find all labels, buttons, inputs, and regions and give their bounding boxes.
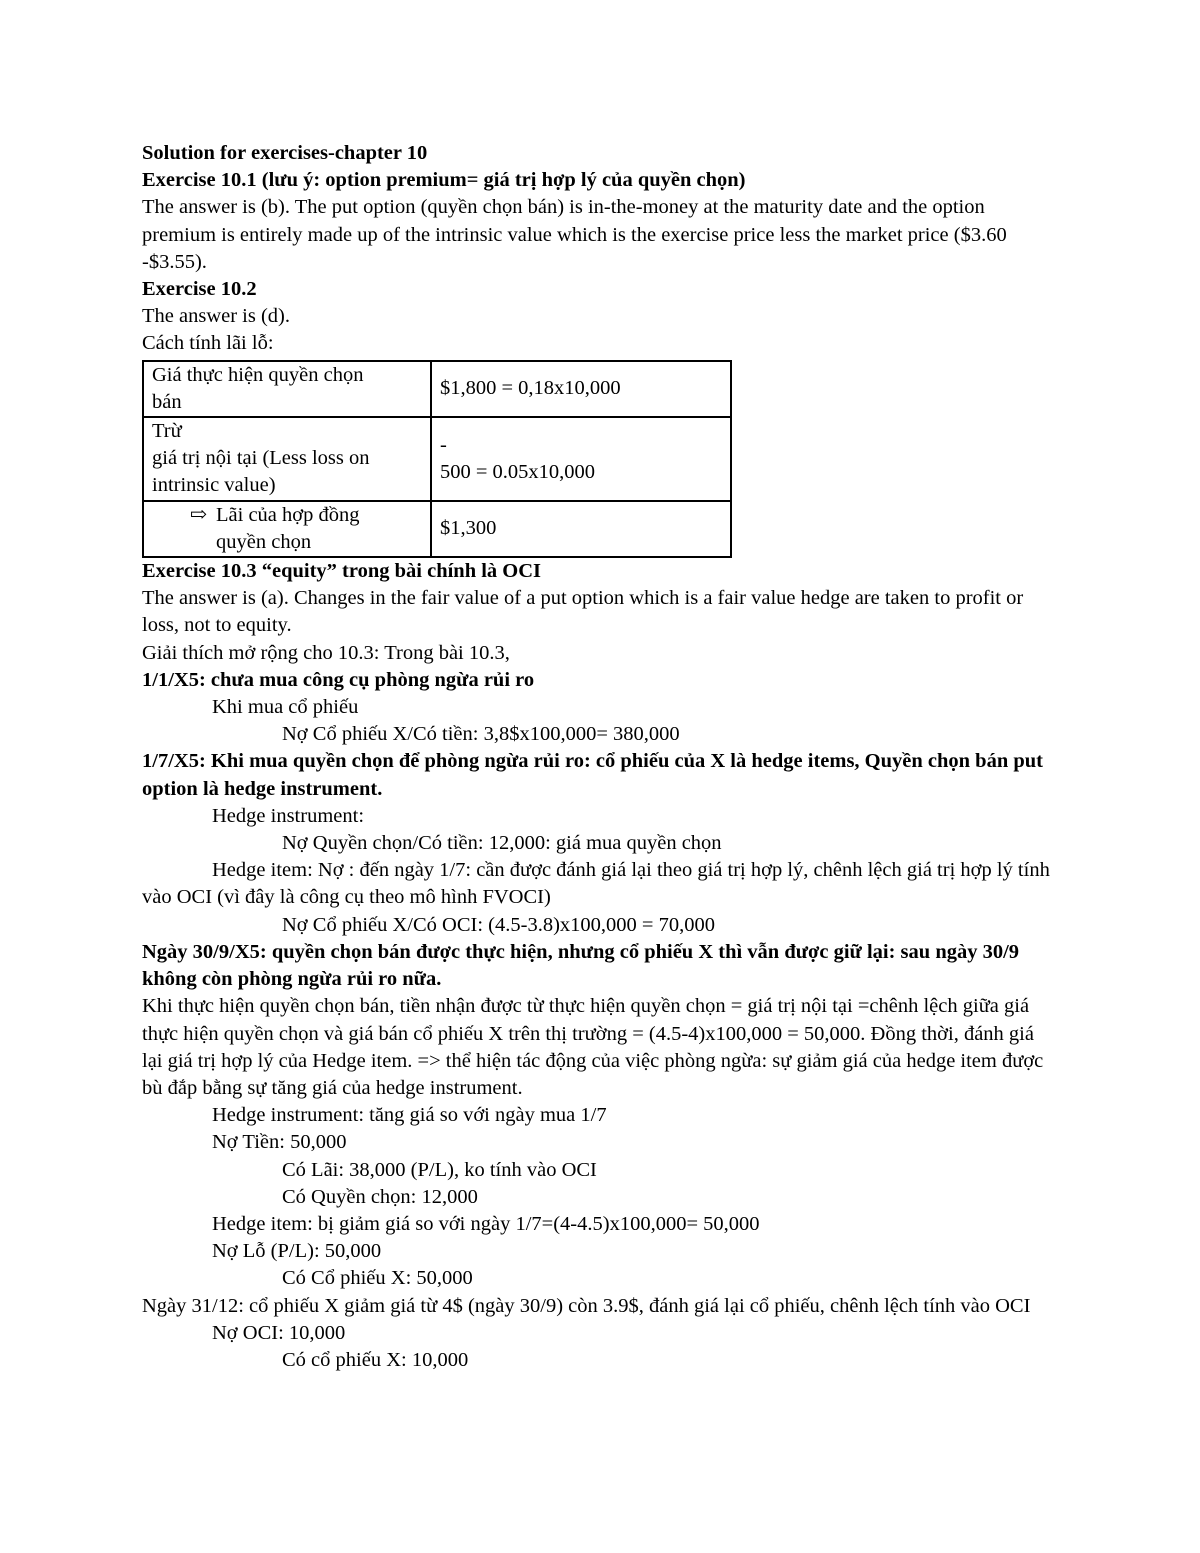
- entry-line: Có Cổ phiếu X: 50,000: [282, 1267, 473, 1290]
- entry-line: Nợ Tiền: 50,000: [212, 1131, 347, 1154]
- table-cell: ⇨ Lãi của hợp đồng quyền chọn: [143, 501, 431, 557]
- date-heading-3: Ngày 30/9/X5: quyền chọn bán được thực hiện, nhưng cổ phiếu X thì vẫn được giữ lại: sau ngày 30/9 không còn phòng ngừa rủi ro nữa.: [142, 940, 1020, 991]
- calc-label: Cách tính lãi lỗ:: [142, 332, 274, 355]
- table-cell: $1,800 = 0,18x10,000: [431, 361, 731, 417]
- explain-paragraph: Khi thực hiện quyền chọn bán, tiền nhận được từ thực hiện quyền chọn = giá trị nội tại =chênh lệch giữa giá thực hiện quyền chọn và giá bán cổ phiếu X trên thị trường = (4.5-4)x100,000 = 50,000. Đồng thời, đánh giá lại giá trị hợp lý của Hedge item. => thể hiện tác động của việc phòng ngừa: sự giảm giá của hedge item được bù đắp bằng sự tăng giá của hedge instrument.: [142, 995, 1044, 1099]
- entry-line: Nợ Quyền chọn/Có tiền: 12,000: giá mua quyền chọn: [282, 832, 722, 855]
- profit-calc-table: [142, 360, 732, 558]
- entry-line: Hedge item: Nợ : đến ngày 1/7: cần được đánh giá lại theo giá trị hợp lý, chênh lệch giá trị hợp lý tính vào OCI (vì đây là công cụ theo mô hình FVOCI): [142, 859, 1050, 909]
- date-paragraph-4: Ngày 31/12: cổ phiếu X giảm giá từ 4$ (ngày 30/9) còn 3.9$, đánh giá lại cổ phiếu, chênh lệch tính vào OCI: [142, 1294, 1031, 1317]
- date-heading-2: 1/7/X5: Khi mua quyền chọn để phòng ngừa rủi ro: cổ phiếu của X là hedge items, Quyền chọn bán put option là hedge instrument.: [142, 750, 1043, 800]
- exercise-10-2-answer: The answer is (d).: [142, 305, 291, 328]
- entry-line: Nợ Lỗ (P/L): 50,000: [212, 1240, 382, 1263]
- entry-line: Hedge instrument:: [212, 804, 365, 827]
- exercise-10-3-heading: Exercise 10.3 “equity” trong bài chính là OCI: [142, 560, 542, 583]
- document-page: [142, 140, 1057, 1374]
- date-heading-1: 1/1/X5: chưa mua công cụ phòng ngừa rủi ro: [142, 668, 535, 691]
- table-row: [143, 501, 731, 557]
- table-cell: Giá thực hiện quyền chọn bán: [143, 361, 431, 417]
- table-cell: Trừ giá trị nội tại (Less loss on intrinsic value): [143, 417, 431, 501]
- document-title: Solution for exercises-chapter 10: [142, 142, 428, 164]
- exercise-10-1-heading: Exercise 10.1 (lưu ý: option premium= giá trị hợp lý của quyền chọn): [142, 169, 746, 192]
- entry-line: Có cổ phiếu X: 10,000: [282, 1348, 469, 1371]
- entry-line: Hedge item: bị giảm giá so với ngày 1/7=(4-4.5)x100,000= 50,000: [212, 1212, 760, 1235]
- entry-line: Nợ Cổ phiếu X/Có OCI: (4.5-3.8)x100,000 = 70,000: [282, 913, 715, 936]
- entry-line: Khi mua cổ phiếu: [212, 696, 359, 719]
- table-row: [143, 417, 731, 501]
- exercise-10-1-answer: The answer is (b). The put option (quyền chọn bán) is in-the-money at the maturity date and the option premium is entirely made up of the intrinsic value which is the exercise price less the market price ($3.60 -$3.55).: [142, 196, 1007, 273]
- right-arrow-icon: ⇨: [190, 503, 208, 526]
- entry-line: Có Quyền chọn: 12,000: [282, 1185, 478, 1208]
- entry-line: Có Lãi: 38,000 (P/L), ko tính vào OCI: [282, 1158, 597, 1181]
- table-cell: - 500 = 0.05x10,000: [431, 417, 731, 501]
- entry-line: Hedge instrument: tăng giá so với ngày mua 1/7: [212, 1104, 607, 1127]
- table-row: [143, 361, 731, 417]
- exercise-10-3-answer: The answer is (a). Changes in the fair value of a put option which is a fair value hedge are taken to profit or loss, not to equity.: [142, 587, 1024, 637]
- table-cell: $1,300: [431, 501, 731, 557]
- explain-line: Giải thích mở rộng cho 10.3: Trong bài 10.3,: [142, 641, 510, 664]
- exercise-10-2-heading: Exercise 10.2: [142, 278, 257, 301]
- entry-line: Nợ Cổ phiếu X/Có tiền: 3,8$x100,000= 380,000: [282, 723, 680, 746]
- entry-line: Nợ OCI: 10,000: [212, 1321, 346, 1344]
